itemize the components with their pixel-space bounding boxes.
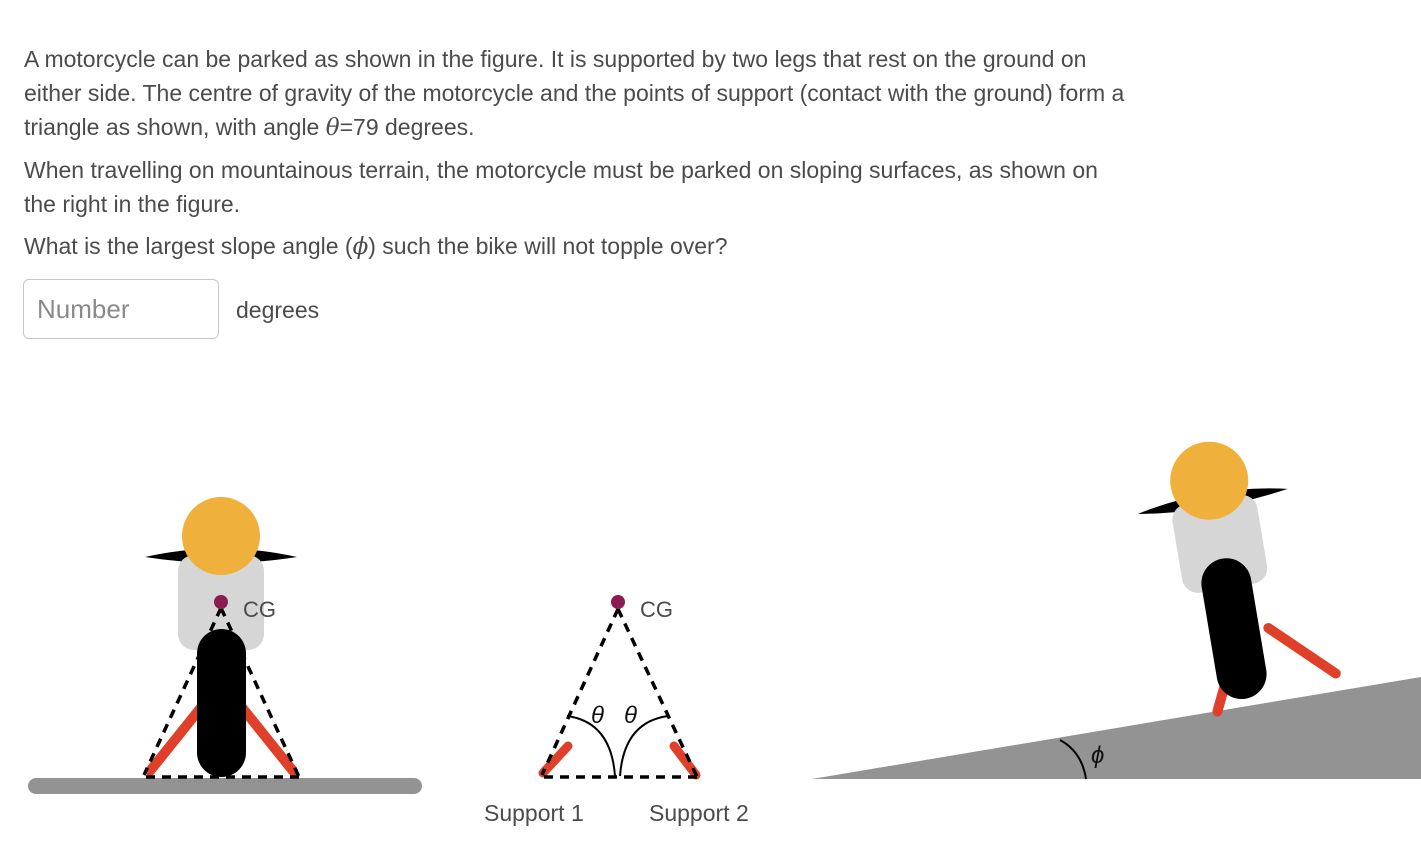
- phi-label: ϕ: [1091, 742, 1105, 769]
- theta-left-label: θ: [591, 702, 605, 729]
- left-front-tyre: [197, 629, 246, 777]
- middle-cg-dot: [611, 595, 625, 609]
- support-1-label: Support 1: [484, 800, 584, 826]
- theta-symbol: θ: [325, 115, 340, 141]
- question-paragraph-1-start: A motorcycle can be parked as shown in the figure. It is supported by two legs that rest on the ground on either side. The centre of gravity of the motorcycle and the points of support (contact with the ground) form a triangle as shown, with angle: [24, 46, 1125, 140]
- question-paragraph-3-end: ) such the bike will not topple over?: [368, 233, 728, 259]
- sloped-ground-bike: [812, 427, 1421, 779]
- flat-ground-bike: [36, 497, 414, 786]
- unit-label: degrees: [236, 296, 320, 323]
- question-paragraph-1-end: =79 degrees.: [339, 114, 475, 140]
- support-2-label: Support 2: [649, 800, 749, 826]
- tilted-bike: [1128, 427, 1339, 719]
- sloped-ground: [812, 677, 1421, 779]
- support-1-leg: [543, 746, 568, 773]
- triangle-diagram: [484, 595, 749, 826]
- left-cg-dot: [214, 595, 228, 609]
- theta-right-label: θ: [624, 702, 638, 729]
- left-rider-helmet: [182, 497, 260, 575]
- question-paragraph-2: When travelling on mountainous terrain, the motorcycle must be parked on sloping surfaces, as shown on the right in the figure.: [24, 157, 1098, 217]
- right-support-leg-2: [1268, 618, 1335, 683]
- middle-cg-label: CG: [640, 597, 673, 622]
- phi-symbol: ϕ: [352, 234, 369, 260]
- left-cg-label: CG: [243, 597, 276, 622]
- question-paragraph-3-start: What is the largest slope angle (: [24, 233, 353, 259]
